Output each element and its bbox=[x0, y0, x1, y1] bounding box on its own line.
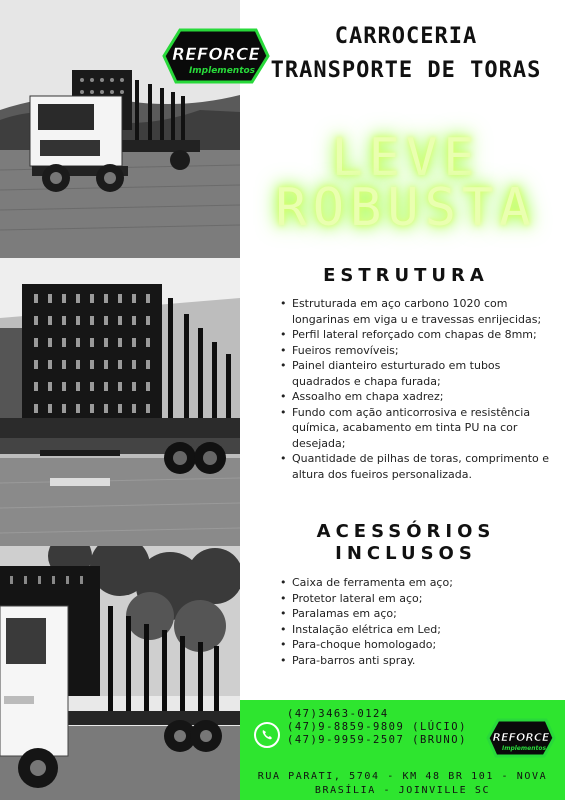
list-item: • Perfil lateral reforçado com chapas de 8mm; bbox=[278, 327, 560, 343]
list-item: • Protetor lateral em aço; bbox=[278, 591, 560, 607]
neon-text-leve: LEVE bbox=[331, 128, 481, 188]
list-item: • Instalação elétrica em Led; bbox=[278, 622, 560, 638]
svg-text:REFORCE: REFORCE bbox=[492, 731, 550, 744]
acessorios-list bbox=[278, 575, 560, 668]
estrutura-list bbox=[278, 296, 560, 482]
svg-text:Implementos: Implementos bbox=[501, 745, 547, 752]
page-title-line1: CARROCERIA bbox=[334, 24, 478, 49]
list-item: • Assoalho em chapa xadrez; bbox=[278, 389, 560, 405]
neon-text-robusta: ROBUSTA bbox=[275, 178, 537, 238]
phone-number: (47)3463-0124 bbox=[287, 708, 389, 720]
list-item: • Caixa de ferramenta em aço; bbox=[278, 575, 560, 591]
address-line2: BRASÍLIA - JOINVILLE SC bbox=[314, 785, 491, 796]
photo-truck-rear bbox=[0, 258, 240, 546]
address-line1: RUA PARATI, 5704 - KM 48 BR 101 - NOVA bbox=[257, 771, 548, 782]
photo-truck-side bbox=[0, 546, 240, 800]
page-title-line2: TRANSPORTE DE TORAS bbox=[270, 58, 542, 83]
phone-number: (47)9-8859-9809 (LÚCIO) bbox=[287, 721, 467, 733]
list-item: • Fueiros removíveis; bbox=[278, 343, 560, 359]
acessorios-heading-line1: ACESSÓRIOS bbox=[316, 521, 496, 542]
phone-list bbox=[287, 708, 467, 747]
list-item: • Quantidade de pilhas de toras, comprimento e altura dos fueiros personalizada. bbox=[278, 451, 560, 482]
whatsapp-icon bbox=[254, 722, 280, 748]
list-item: • Fundo com ação anticorrosiva e resistência química, acabamento em tinta PU na cor desejada; bbox=[278, 405, 560, 452]
svg-text:REFORCE: REFORCE bbox=[172, 45, 260, 65]
phone-number: (47)9-9959-2507 (BRUNO) bbox=[287, 734, 467, 746]
list-item: • Para-choque homologado; bbox=[278, 637, 560, 653]
list-item: • Painel dianteiro esturturado em tubos quadrados e chapa furada; bbox=[278, 358, 560, 389]
svg-text:Implementos: Implementos bbox=[188, 66, 256, 76]
list-item: • Estruturada em aço carbono 1020 com longarinas em viga u e travessas enrijecidas; bbox=[278, 296, 560, 327]
list-item: • Paralamas em aço; bbox=[278, 606, 560, 622]
list-item: • Para-barros anti spray. bbox=[278, 653, 560, 669]
estrutura-heading: ESTRUTURA bbox=[323, 265, 489, 286]
address bbox=[240, 770, 565, 798]
acessorios-heading-line2: INCLUSOS bbox=[335, 543, 477, 564]
contact-footer bbox=[240, 700, 565, 800]
brand-logo-small bbox=[486, 716, 556, 760]
